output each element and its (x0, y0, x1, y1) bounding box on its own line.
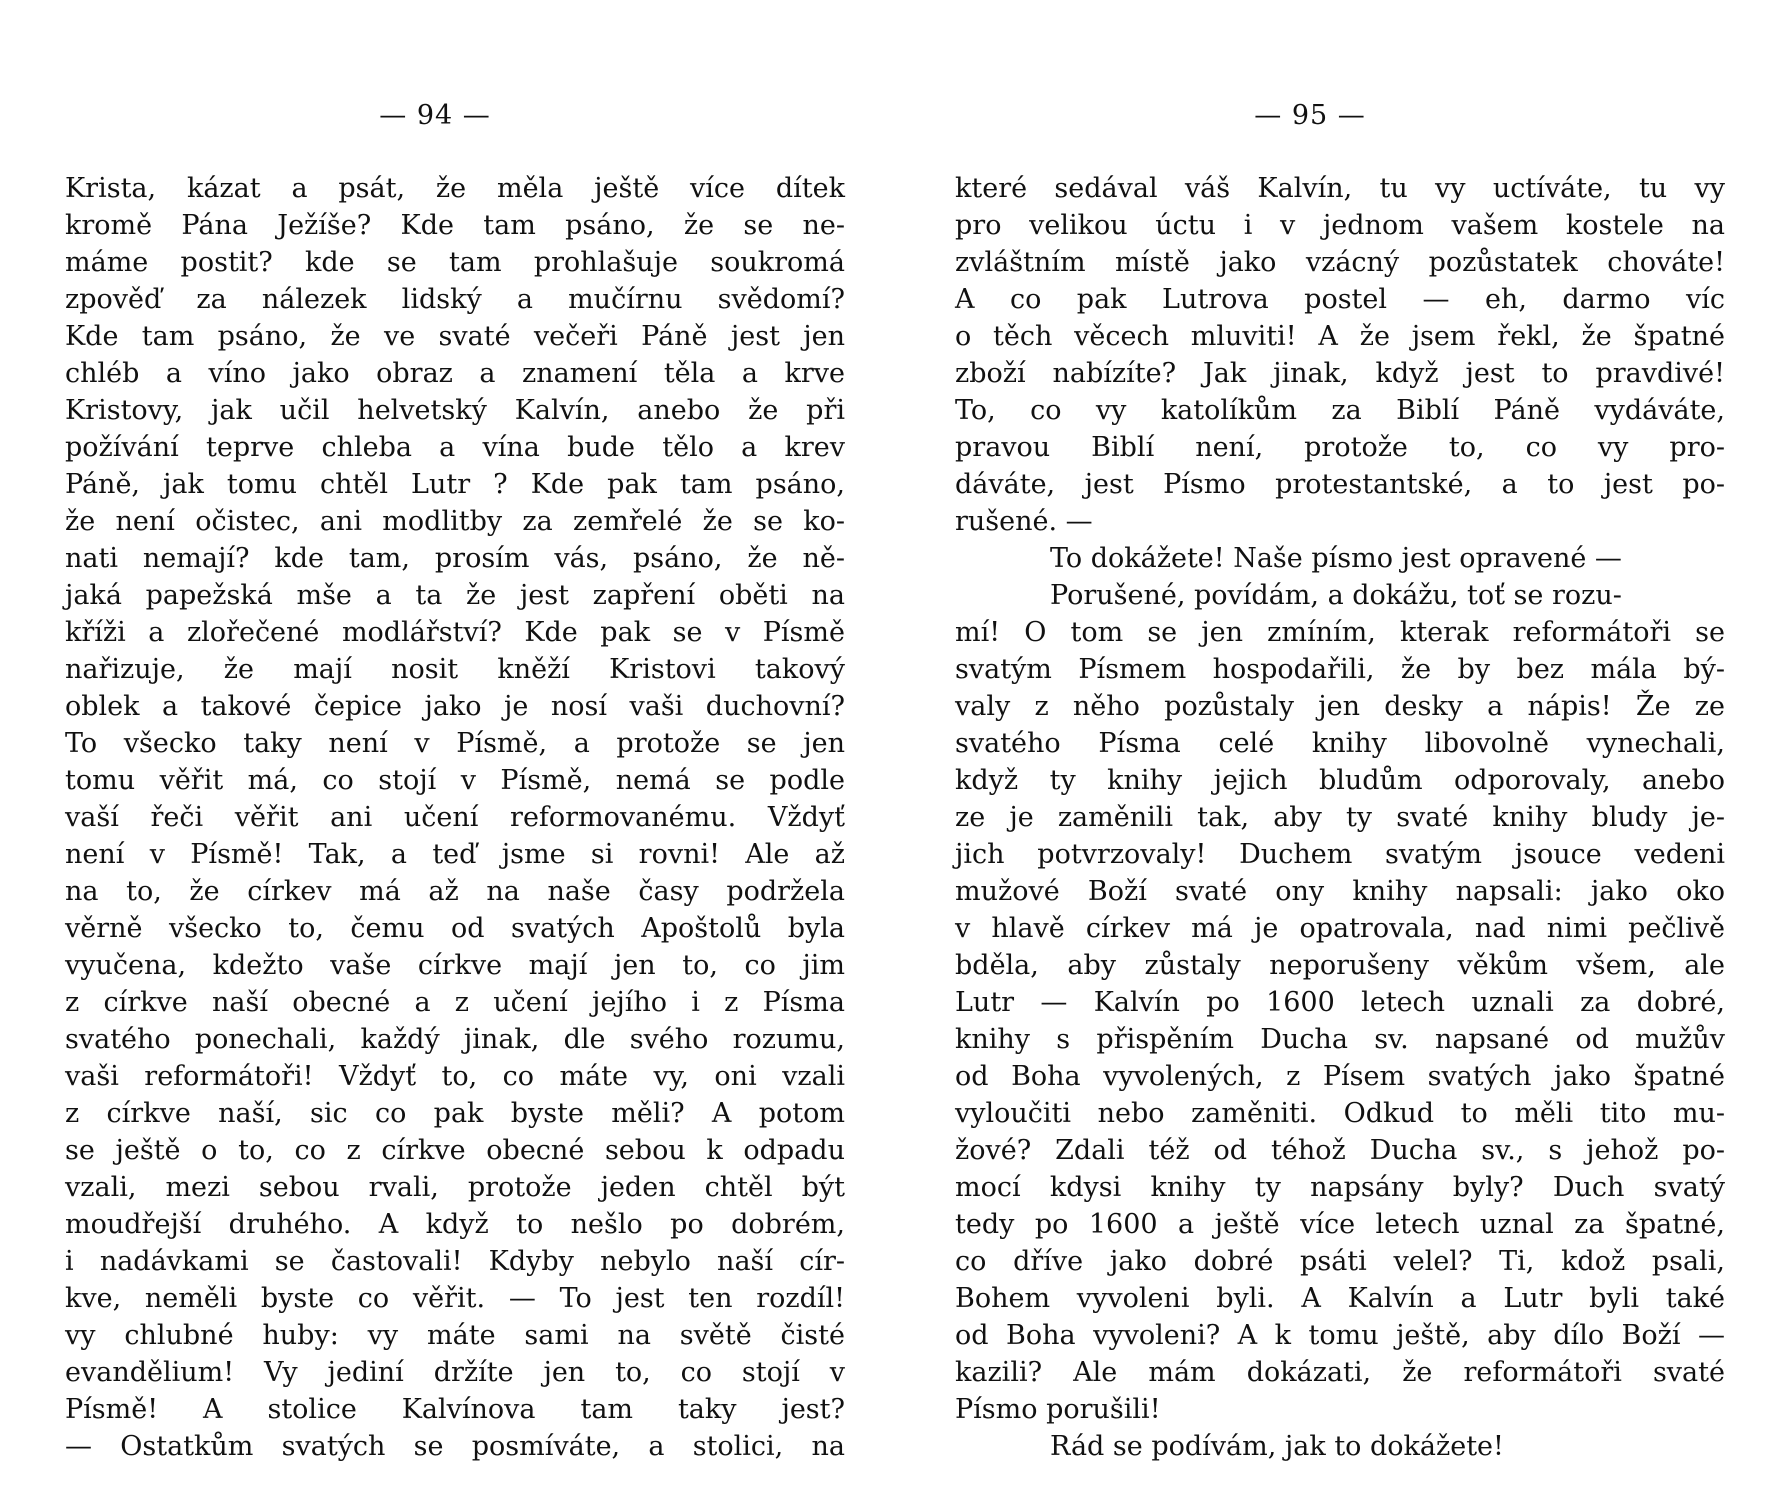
text-line: chléb a víno jako obraz a znamení těla a krve (65, 358, 845, 389)
text-line: zboží nabízíte? Jak jinak, když jest to pravdivé! (955, 358, 1725, 389)
text-line: — Ostatkům svatých se posmíváte, a stolici, na (65, 1431, 845, 1462)
text-line: Kristovy, jak učil helvetský Kalvín, anebo že při (65, 395, 845, 426)
text-line: z církve naší obecné a z učení jejího i z Písma (65, 987, 845, 1018)
right-page (955, 0, 1725, 1500)
text-line: oblek a takové čepice jako je nosí vaši duchovní? (65, 691, 845, 722)
text-line: na to, že církev má až na naše časy podržela (65, 876, 845, 907)
text-line: nati nemají? kde tam, prosím vás, psáno, že ně- (65, 543, 845, 574)
text-line: jaká papežská mše a ta že jest zapření oběti na (65, 580, 845, 611)
text-line: vyloučiti nebo zaměniti. Odkud to měli tito mu- (955, 1098, 1725, 1129)
text-line: které sedával váš Kalvín, tu vy uctíváte, tu vy (955, 173, 1725, 204)
text-line: tedy po 1600 a ještě více letech uznal za špatné, (955, 1209, 1725, 1240)
text-line: nařizuje, že mají nosit kněží Kristovi takový (65, 654, 845, 685)
text-line: že není očistec, ani modlitby za zemřelé že se ko- (65, 506, 845, 537)
text-line: z církve naší, sic co pak byste měli? A potom (65, 1098, 845, 1129)
text-line: pravou Biblí není, protože to, co vy pro- (955, 432, 1725, 463)
text-line: zvláštním místě jako vzácný pozůstatek chováte! (955, 247, 1725, 278)
text-line: požívání teprve chleba a vína bude tělo a krev (65, 432, 845, 463)
text-line: žové? Zdali též od téhož Ducha sv., s jehož po- (955, 1135, 1725, 1166)
text-line: vyučena, kdežto vaše církve mají jen to, co jim (65, 950, 845, 981)
page-number: — 94 — (379, 100, 491, 131)
text-line: Písmě! A stolice Kalvínova tam taky jest? (65, 1394, 845, 1425)
text-line: mí! O tom se jen zmíním, kterak reformátoři se (955, 617, 1725, 648)
text-line: To všecko taky není v Písmě, a protože se jen (65, 728, 845, 759)
text-line: vaší řeči věřit ani učení reformovanému. Vždyť (65, 802, 845, 833)
text-line: kve, neměli byste co věřit. — To jest ten rozdíl! (65, 1283, 845, 1314)
text-line: svatého Písma celé knihy libovolně vynechali, (955, 728, 1725, 759)
text-line: co dříve jako dobré psáti velel? Ti, kdož psali, (955, 1246, 1725, 1277)
text-line: Lutr — Kalvín po 1600 letech uznali za dobré, (955, 987, 1725, 1018)
text-line: i nadávkami se častovali! Kdyby nebylo naší cír- (65, 1246, 845, 1277)
text-line: ze je zaměnili tak, aby ty svaté knihy bludy je- (955, 802, 1725, 833)
text-line: To, co vy katolíkům za Biblí Páně vydáváte, (955, 395, 1725, 426)
text-line: mocí kdysi knihy ty napsány byly? Duch svatý (955, 1172, 1725, 1203)
text-line: vaši reformátoři! Vždyť to, co máte vy, oni vzali (65, 1061, 845, 1092)
left-page (60, 0, 845, 1500)
text-line: o těch věcech mluviti! A že jsem řekl, že špatné (955, 321, 1725, 352)
text-line: kromě Pána Ježíše? Kde tam psáno, že se ne- (65, 210, 845, 241)
text-line: svatého ponechali, každý jinak, dle svého rozumu, (65, 1024, 845, 1055)
text-line: svatým Písmem hospodařili, že by bez mála bý- (955, 654, 1725, 685)
text-line: jich potvrzovaly! Duchem svatým jsouce vedeni (955, 839, 1725, 870)
text-line: zpověď za nálezek lidský a mučírnu svědomí? (65, 284, 845, 315)
text-line: Kde tam psáno, že ve svaté večeři Páně jest jen (65, 321, 845, 352)
text-line: Rád se podívám, jak to dokážete! (1050, 1431, 1504, 1462)
page-text (955, 170, 1725, 1465)
page-text (65, 170, 845, 1465)
text-line: máme postit? kde se tam prohlašuje soukromá (65, 247, 845, 278)
text-line: dáváte, jest Písmo protestantské, a to jest po- (955, 469, 1725, 500)
text-line: knihy s přispěním Ducha sv. napsané od mužův (955, 1024, 1725, 1055)
text-line: v hlavě církev má je opatrovala, nad nimi pečlivě (955, 913, 1725, 944)
text-line: když ty knihy jejich bludům odporovaly, anebo (955, 765, 1725, 796)
text-line: mužové Boží svaté ony knihy napsali: jako oko (955, 876, 1725, 907)
text-line: A co pak Lutrova postel — eh, darmo víc (955, 284, 1725, 315)
text-line: od Boha vyvolených, z Písem svatých jako špatné (955, 1061, 1725, 1092)
text-line: bděla, aby zůstaly neporušeny věkům všem, ale (955, 950, 1725, 981)
text-line: moudřejší druhého. A když to nešlo po dobrém, (65, 1209, 845, 1240)
text-line: valy z něho pozůstaly jen desky a nápis! Že ze (955, 691, 1725, 722)
text-line: tomu věřit má, co stojí v Písmě, nemá se podle (65, 765, 845, 796)
text-line: věrně všecko to, čemu od svatých Apoštolů byla (65, 913, 845, 944)
text-line: Písmo porušili! (955, 1394, 1161, 1425)
text-line: kříži a zlořečené modlářství? Kde pak se v Písmě (65, 617, 845, 648)
text-line: se ještě o to, co z církve obecné sebou k odpadu (65, 1135, 845, 1166)
text-line: Porušené, povídám, a dokážu, toť se rozu- (1050, 580, 1622, 611)
text-line: Páně, jak tomu chtěl Lutr ? Kde pak tam psáno, (65, 469, 845, 500)
text-line: není v Písmě! Tak, a teď jsme si rovni! Ale až (65, 839, 845, 870)
page-number: — 95 — (1254, 100, 1366, 131)
text-line: kazili? Ale mám dokázati, že reformátoři svaté (955, 1357, 1725, 1388)
text-line: Bohem vyvoleni byli. A Kalvín a Lutr byli také (955, 1283, 1725, 1314)
text-line: Krista, kázat a psát, že měla ještě více dítek (65, 173, 845, 204)
text-line: evandělium! Vy jediní držíte jen to, co stojí v (65, 1357, 845, 1388)
text-line: vzali, mezi sebou rvali, protože jeden chtěl být (65, 1172, 845, 1203)
text-line: pro velikou úctu i v jednom vašem kostele na (955, 210, 1725, 241)
text-line: rušené. — (955, 506, 1093, 537)
text-line: vy chlubné huby: vy máte sami na světě čisté (65, 1320, 845, 1351)
text-line: To dokážete! Naše písmo jest opravené — (1050, 543, 1622, 574)
text-line: od Boha vyvoleni? A k tomu ještě, aby dílo Boží — (955, 1320, 1725, 1351)
